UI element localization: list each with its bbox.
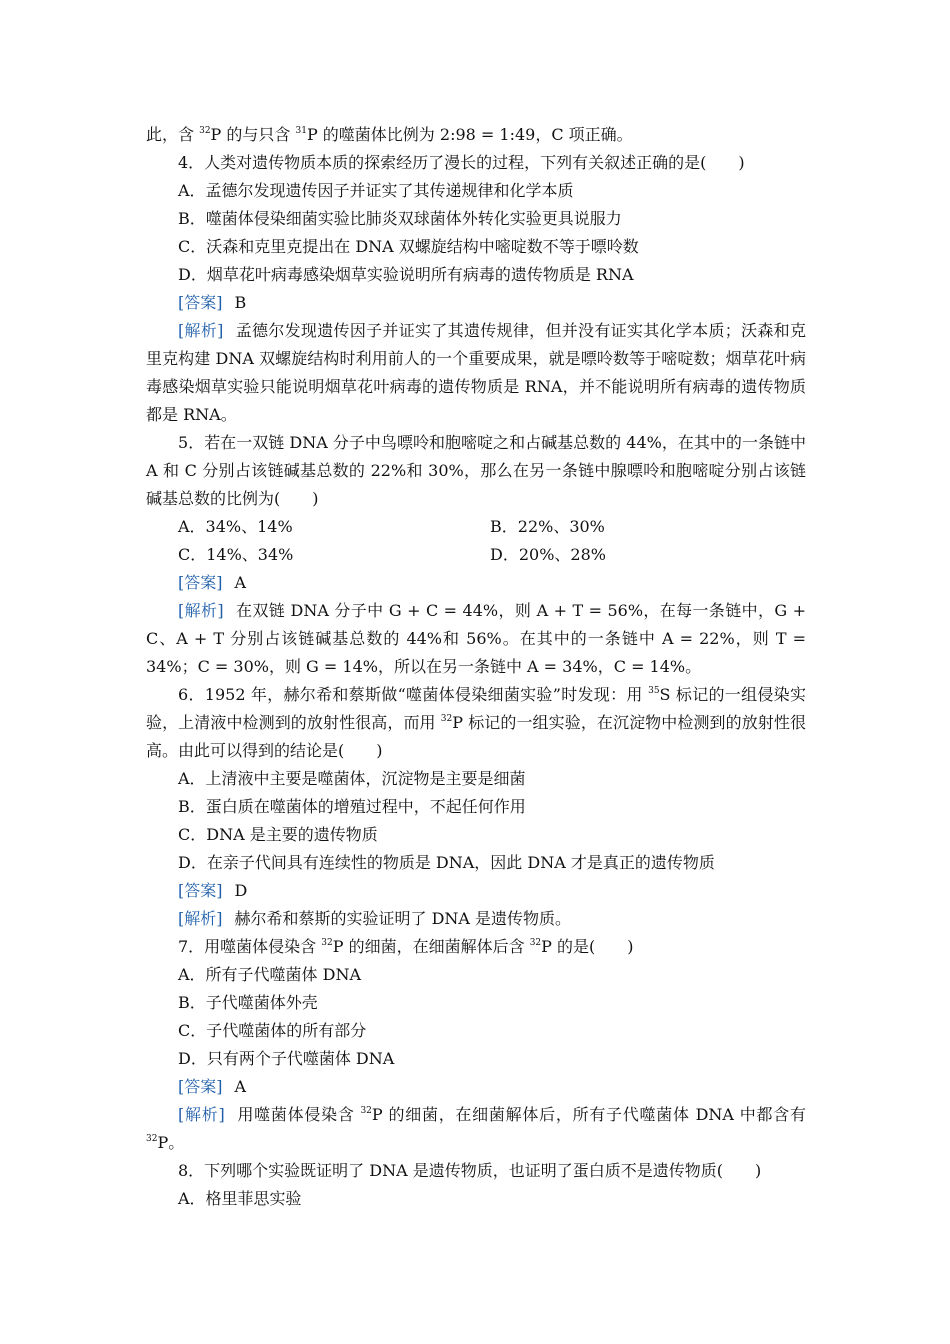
q7-option-c: C．子代噬菌体的所有部分 — [178, 1021, 367, 1040]
q5-option-b: B．22%、30% — [490, 517, 605, 536]
q4-option-d: D．烟草花叶病毒感染烟草实验说明所有病毒的遗传物质是 RNA — [178, 265, 634, 284]
answer-label: [答案] — [178, 1077, 223, 1096]
q6-option-d: D．在亲子代间具有连续性的物质是 DNA，因此 DNA 才是真正的遗传物质 — [178, 853, 715, 872]
q4-stem: 4．人类对遗传物质本质的探索经历了漫长的过程，下列有关叙述正确的是( ) — [178, 153, 745, 172]
q5-stem: 5．若在一双链 DNA 分子中鸟嘌呤和胞嘧啶之和占碱基总数的 44%，在其中的一条链中 A 和 C 分别占该链碱基总数的 22%和 30%，那么在另一条链中腺嘌呤和胞嘧啶分别占该链碱基总数的比例为( ) — [146, 433, 806, 508]
q7-answer: [答案] A — [178, 1077, 247, 1096]
answer-label: [答案] — [178, 293, 223, 312]
q5-answer: [答案] A — [178, 573, 247, 592]
answer-label: [答案] — [178, 573, 223, 592]
analysis-label: [解析] — [178, 601, 224, 620]
q6-analysis: [解析] 赫尔希和蔡斯的实验证明了 DNA 是遗传物质。 — [178, 909, 572, 928]
q8-stem: 8．下列哪个实验既证明了 DNA 是遗传物质，也证明了蛋白质不是遗传物质( ) — [178, 1161, 762, 1180]
q4-option-b: B．噬菌体侵染细菌实验比肺炎双球菌体外转化实验更具说服力 — [178, 209, 622, 228]
q8-option-a: A．格里菲思实验 — [178, 1189, 302, 1208]
q5-option-d: D．20%、28% — [490, 545, 606, 564]
q6-option-b: B．蛋白质在噬菌体的增殖过程中，不起任何作用 — [178, 797, 526, 816]
q4-analysis: [解析] 孟德尔发现遗传因子并证实了其遗传规律，但并没有证实其化学本质；沃森和克里克构建 DNA 双螺旋结构时利用前人的一个重要成果，就是嘌呤数等于嘧啶数；烟草花叶病毒感染烟草实验只能说明烟草花叶病毒的遗传物质是 RNA，并不能说明所有病毒的遗传物质都是 RNA。 — [146, 321, 806, 424]
analysis-label: [解析] — [178, 1105, 225, 1124]
q4-answer: [答案] B — [178, 293, 247, 312]
q7-option-d: D．只有两个子代噬菌体 DNA — [178, 1049, 395, 1068]
q7-analysis: [解析] 用噬菌体侵染含 $^{32}$P 的细菌，在细菌解体后，所有子代噬菌体 DNA 中都含有 $^{32}$P。 — [146, 1105, 806, 1152]
answer-label: [答案] — [178, 881, 223, 900]
q7-option-a: A．所有子代噬菌体 DNA — [178, 965, 362, 984]
q7-stem: 7．用噬菌体侵染含 $^{32}$P 的细菌，在细菌解体后含 $^{32}$P 的是( ) — [178, 937, 634, 956]
q4-option-a: A．孟德尔发现遗传因子并证实了其传递规律和化学本质 — [178, 181, 574, 200]
q6-answer: [答案] D — [178, 881, 248, 900]
q6-stem: 6．1952 年，赫尔希和蔡斯做“噬菌体侵染细菌实验”时发现：用 $^{35}$S 标记的一组侵染实验，上清液中检测到的放射性很高，而用 $^{32}$P 标记的一组实验，在沉淀物中检测到的放射性很高。由此可以得到的结论是( ) — [146, 685, 806, 760]
q5-analysis: [解析] 在双链 DNA 分子中 G + C = 44%，则 A + T = 56%，在每一条链中，G + C、A + T 分别占该链碱基总数的 44%和 56%。在其中的一条链中 A = 22%，则 T = 34%；C = 30%，则 G = 14%，所以在另一条链中 A = 34%，C = 14%。 — [146, 601, 806, 676]
analysis-label: [解析] — [178, 909, 223, 928]
analysis-label: [解析] — [178, 321, 224, 340]
q7-option-b: B．子代噬菌体外壳 — [178, 993, 318, 1012]
q5-option-a: A．34%、14% — [178, 517, 293, 536]
q5-options-row-1 — [146, 513, 806, 541]
q6-option-c: C．DNA 是主要的遗传物质 — [178, 825, 378, 844]
q4-option-c: C．沃森和克里克提出在 DNA 双螺旋结构中嘧啶数不等于嘌呤数 — [178, 237, 639, 256]
q5-options-row-2 — [146, 541, 806, 569]
q6-option-a: A．上清液中主要是噬菌体，沉淀物是主要是细菌 — [178, 769, 526, 788]
q3-analysis-tail: 此，含 $^{32}$P 的与只含 $^{31}$P 的噬菌体比例为 2:98 = 1:49，C 项正确。 — [146, 125, 633, 144]
document-page — [146, 121, 806, 1213]
q5-option-c: C．14%、34% — [178, 545, 294, 564]
